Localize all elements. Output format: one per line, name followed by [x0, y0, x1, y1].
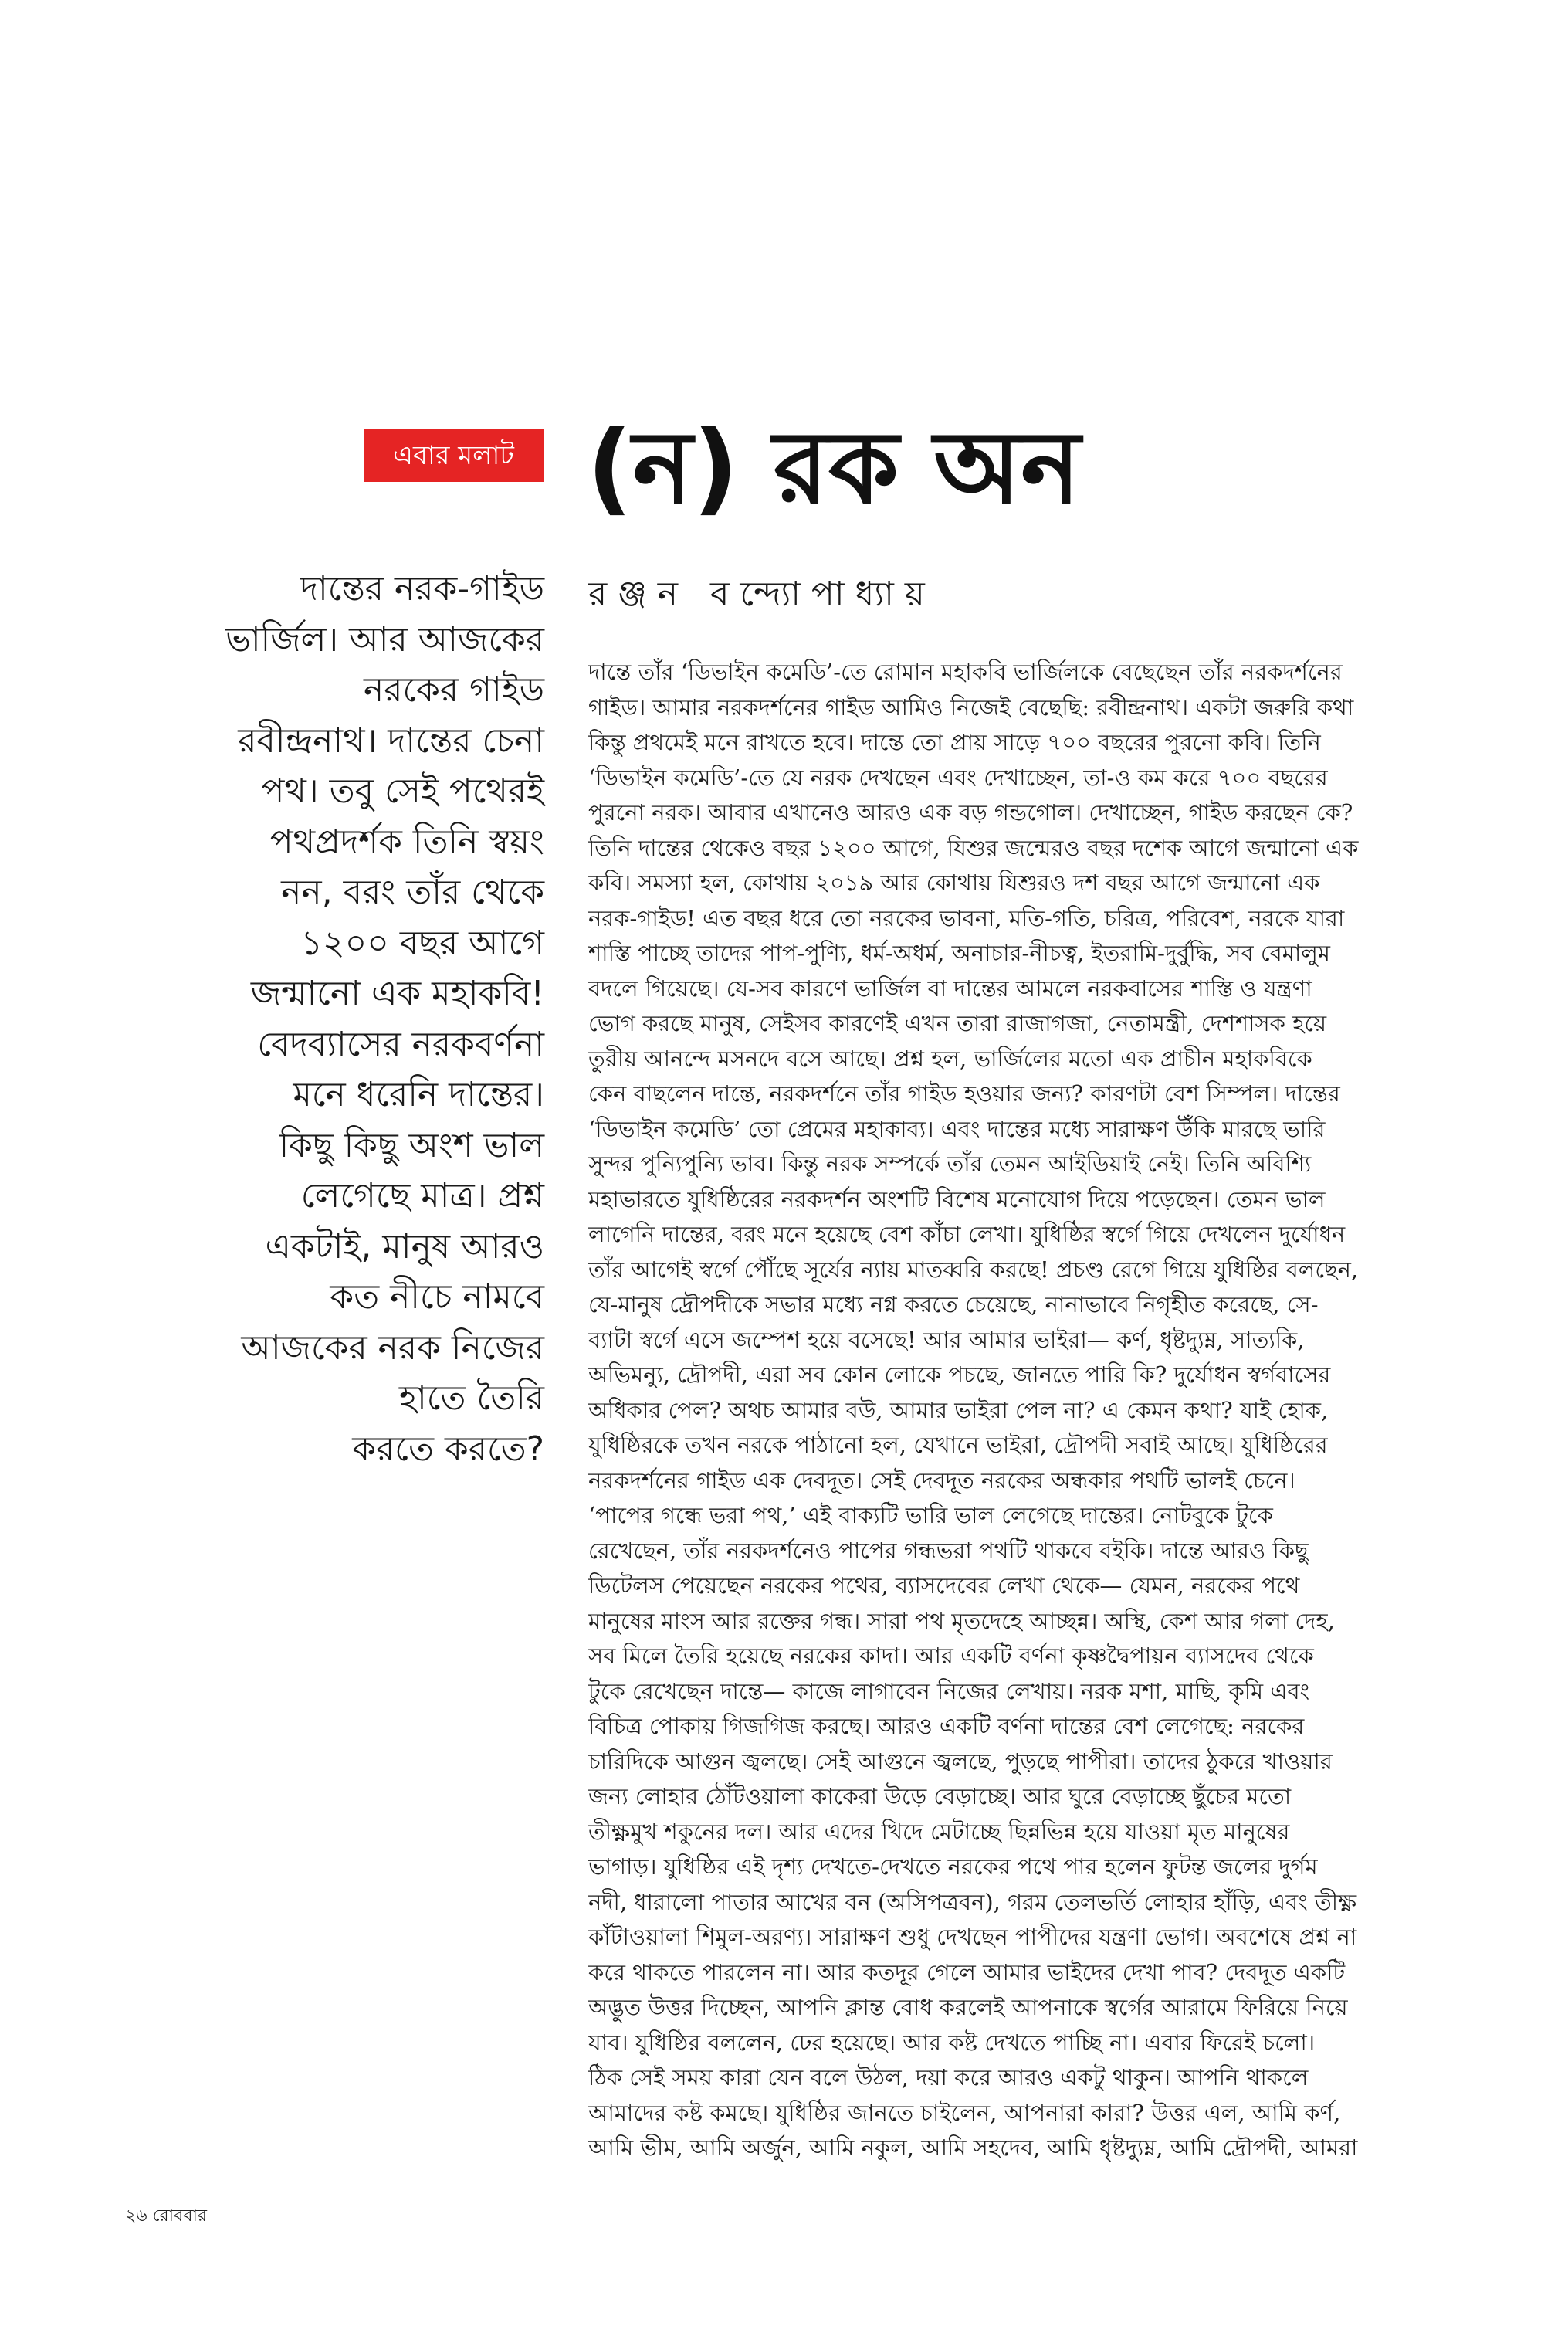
pull-quote-line: কত নীচে নামবে [330, 1277, 544, 1317]
body-line: কিন্তু প্রথমেই মনে রাখতে হবে। দান্তে তো প্রায় সাড়ে ৭০০ বছরের পুরনো কবি। তিনি [588, 729, 1321, 755]
body-line: গাইড। আমার নরকদর্শনের গাইড আমিও নিজেই বেছেছি: রবীন্দ্রনাথ। একটা জরুরি কথা [588, 693, 1354, 721]
body-line: ডিটেলস পেয়েছেন নরকের পথের, ব্যাসদেবের লেখা থেকে— যেমন, নরকের পথে [588, 1572, 1300, 1599]
pull-quote [154, 564, 544, 1653]
body-line: তাঁর আগেই স্বর্গে পৌঁছে সূর্যের ন্যায় মাতব্বরি করছে! প্রচণ্ড রেগে গিয়ে যুধিষ্ঠির বলছেন, [588, 1256, 1359, 1283]
body-line: যে-মানুষ দ্রৌপদীকে সভার মধ্যে নগ্ন করতে চেয়েছে, নানাভাবে নিগৃহীত করেছে, সে- [588, 1291, 1319, 1317]
body-line: অদ্ভুত উত্তর দিচ্ছেন, আপনি ক্লান্ত বোধ করলেই আপনাকে স্বর্গের আরামে ফিরিয়ে নিয়ে [588, 1994, 1348, 2020]
body-line: ঠিক সেই সময় কারা যেন বলে উঠল, দয়া করে আরও একটু থাকুন। আপনি থাকলে [588, 2064, 1309, 2090]
body-line: মানুষের মাংস আর রক্তের গন্ধ। সারা পথ মৃতদেহে আচ্ছন্ন। অস্থি, কেশ আর গলা দেহ, [588, 1607, 1335, 1634]
body-line: কাঁটাওয়ালা শিমুল-অরণ্য। সারাক্ষণ শুধু দেখছেন পাপীদের যন্ত্রণা ভোগ। অবশেষে প্রশ্ন না [588, 1924, 1357, 1950]
body-line: তীক্ষ্ণমুখ শকুনের দল। আর এদের খিদে মেটাচ্ছে ছিন্নভিন্ন হয়ে যাওয়া মৃত মানুষের [588, 1818, 1290, 1845]
body-line: আমাদের কষ্ট কমছে। যুধিষ্ঠির জানতে চাইলেন, আপনারা কারা? উত্তর এল, আমি কর্ণ, [588, 2099, 1341, 2126]
article-headline: (ন) রক অন [587, 409, 1081, 526]
body-line: নরক-গাইড! এত বছর ধরে তো নরকের ভাবনা, মতি-গতি, চরিত্র, পরিবেশ, নরকে যারা [588, 904, 1345, 931]
body-line: পুরনো নরক। আবার এখানেও আরও এক বড় গন্ডগোল। দেখাচ্ছেন, গাইড করছেন কে? [588, 799, 1353, 826]
body-line: দান্তে তাঁর ‘ডিভাইন কমেডি’-তে রোমান মহাকবি ভার্জিলকে বেছেছেন তাঁর নরকদর্শনের [588, 659, 1343, 685]
pull-quote-line: ভার্জিল। আর আজকের [225, 619, 544, 659]
section-kicker: এবার মলাট [364, 429, 544, 482]
pull-quote-line: ১২০০ বছর আগে [300, 923, 544, 963]
body-line: ‘ডিভাইন কমেডি’ তো প্রেমের মহাকাব্য। এবং দান্তের মধ্যে সারাক্ষণ উঁকি মারছে ভারি [588, 1115, 1326, 1142]
body-line: ভোগ করছে মানুষ, সেইসব কারণেই এখন তারা রাজাগজা, নেতামন্ত্রী, দেশশাসক হয়ে [588, 1010, 1327, 1036]
body-line: কেন বাছলেন দান্তে, নরকদর্শনে তাঁর গাইড হওয়ার জন্য? কারণটা বেশ সিম্পল। দান্তের [588, 1080, 1340, 1107]
pull-quote-line: রবীন্দ্রনাথ। দান্তের চেনা [238, 721, 544, 761]
body-line: ভাগাড়। যুধিষ্ঠির এই দৃশ্য দেখতে-দেখতে নরকের পথে পার হলেন ফুটন্ত জলের দুর্গম [588, 1853, 1318, 1880]
pull-quote-line: নরকের গাইড [364, 670, 544, 710]
body-line: বিচিত্র পোকায় গিজগিজ করছে। আরও একটি বর্ণনা দান্তের বেশ লেগেছে: নরকের [588, 1713, 1305, 1739]
body-line: শাস্তি পাচ্ছে তাদের পাপ-পুণ্যি, ধর্ম-অধর্ম, অনাচার-নীচত্ব, ইতরামি-দুর্বুদ্ধি, সব বেমালুম [588, 940, 1330, 966]
body-line: লাগেনি দান্তের, বরং মনে হয়েছে বেশ কাঁচা লেখা। যুধিষ্ঠির স্বর্গে গিয়ে দেখলেন দুর্যোধন [588, 1221, 1346, 1247]
body-line: তিনি দান্তের থেকেও বছর ১২০০ আগে, যিশুর জন্মেরও বছর দশেক আগে জন্মানো এক [588, 834, 1359, 861]
pull-quote-line: দান্তের নরক-গাইড [300, 569, 544, 609]
body-line: বদলে গিয়েছে। যে-সব কারণে ভার্জিল বা দান্তের আমলে নরকবাসের শাস্তি ও যন্ত্রণা [588, 975, 1312, 1002]
body-line: ‘ডিভাইন কমেডি’-তে যে নরক দেখছেন এবং দেখাচ্ছেন, তা-ও কম করে ৭০০ বছরের [588, 764, 1328, 791]
body-line: সব মিলে তৈরি হয়েছে নরকের কাদা। আর একটি বর্ণনা কৃষ্ণদ্বৈপায়ন ব্যাসদেব থেকে [588, 1643, 1314, 1669]
body-line: করে থাকতে পারলেন না। আর কতদূর গেলে আমার ভাইদের দেখা পাব? দেবদূত একটি [588, 1958, 1346, 1985]
pull-quote-line: করতে করতে? [352, 1429, 544, 1469]
body-line: জন্য লোহার ঠোঁটওয়ালা কাকেরা উড়ে বেড়াচ্ছে। আর ঘুরে বেড়াচ্ছে ছুঁচের মতো [588, 1783, 1292, 1809]
pull-quote-line: হাতে তৈরি [398, 1378, 544, 1418]
pull-quote-line: জন্মানো এক মহাকবি! [250, 974, 544, 1013]
article-body [588, 655, 1430, 2176]
page-folio: ২৬ রোববার [125, 2206, 207, 2226]
body-line: অধিকার পেল? অথচ আমার বউ, আমার ভাইরা পেল না? এ কেমন কথা? যাই হোক, [588, 1396, 1329, 1423]
body-line: ‘পাপের গন্ধে ভরা পথ,’ এই বাক্যটি ভারি ভাল লেগেছে দান্তের। নোটবুকে টুকে [588, 1502, 1273, 1528]
author-byline: রঞ্জন বন্দ্যোপাধ্যায় [588, 575, 936, 614]
pull-quote-line: নন, বরং তাঁর থেকে [281, 873, 544, 912]
pull-quote-line: আজকের নরক নিজের [241, 1327, 544, 1368]
pull-quote-line: পথপ্রদর্শক তিনি স্বয়ং [269, 822, 544, 862]
body-line: যুধিষ্ঠিরকে তখন নরকে পাঠানো হল, যেখানে ভাইরা, দ্রৌপদী সবাই আছে। যুধিষ্ঠিরের [588, 1432, 1328, 1458]
pull-quote-line: কিছু কিছু অংশ ভাল [279, 1125, 544, 1165]
body-line: ব্যাটা স্বর্গে এসে জম্পেশ হয়ে বসেছে! আর আমার ভাইরা— কর্ণ, ধৃষ্টদ্যুম্ন, সাত্যকি, [588, 1326, 1305, 1353]
body-line: সুন্দর পুন্যিপুন্যি ভাব। কিন্তু নরক সম্পর্কে তাঁর তেমন আইডিয়াই নেই। তিনি অবিশ্যি [588, 1151, 1312, 1177]
body-line: টুকে রেখেছেন দান্তে— কাজে লাগাবেন নিজের লেখায়। নরক মশা, মাছি, কৃমি এবং [588, 1677, 1310, 1704]
pull-quote-line: পথ। তবু সেই পথেরই [261, 771, 544, 811]
body-line: রেখেছেন, তাঁর নরকদর্শনেও পাপের গন্ধভরা পথটি থাকবে বইকি। দান্তে আরও কিছু [588, 1537, 1309, 1564]
body-line: তুরীয় আনন্দে মসনদে বসে আছে। প্রশ্ন হল, ভার্জিলের মতো এক প্রাচীন মহাকবিকে [588, 1045, 1312, 1072]
body-line: মহাভারতে যুধিষ্ঠিরের নরকদর্শন অংশটি বিশেষ মনোযোগ দিয়ে পড়েছেন। তেমন ভাল [588, 1185, 1326, 1212]
pull-quote-line: একটাই, মানুষ আরও [265, 1226, 544, 1266]
body-line: নদী, ধারালো পাতার আখের বন (অসিপত্রবন), গরম তেলভর্তি লোহার হাঁড়ি, এবং তীক্ষ্ণ [588, 1888, 1357, 1915]
body-line: কবি। সমস্যা হল, কোথায় ২০১৯ আর কোথায় যিশুরও দশ বছর আগে জন্মানো এক [588, 870, 1320, 896]
body-line: যাব। যুধিষ্ঠির বললেন, ঢের হয়েছে। আর কষ্ট দেখতে পাচ্ছি না। এবার ফিরেই চলো। [588, 2029, 1316, 2056]
pull-quote-line: মনে ধরেনি দান্তের। [293, 1075, 544, 1114]
body-line: আমি ভীম, আমি অর্জুন, আমি নকুল, আমি সহদেব, আমি ধৃষ্টদ্যুম্ন, আমি দ্রৌপদী, আমরা [588, 2134, 1358, 2161]
body-line: অভিমন্যু, দ্রৌপদী, এরা সব কোন লোকে পচছে, জানতে পারি কি? দুর্যোধন স্বর্গবাসের [588, 1361, 1331, 1388]
pull-quote-line: বেদব্যাসের নরকবর্ণনা [257, 1024, 544, 1064]
body-line: নরকদর্শনের গাইড এক দেবদূত। সেই দেবদূত নরকের অন্ধকার পথটি ভালই চেনে। [588, 1466, 1295, 1494]
body-line: চারিদিকে আগুন জ্বলছে। সেই আগুনে জ্বলছে, পুড়ছে পাপীরা। তাদের ঠুকরে খাওয়ার [588, 1748, 1333, 1775]
pull-quote-line: লেগেছে মাত্র। প্রশ্ন [300, 1176, 544, 1216]
